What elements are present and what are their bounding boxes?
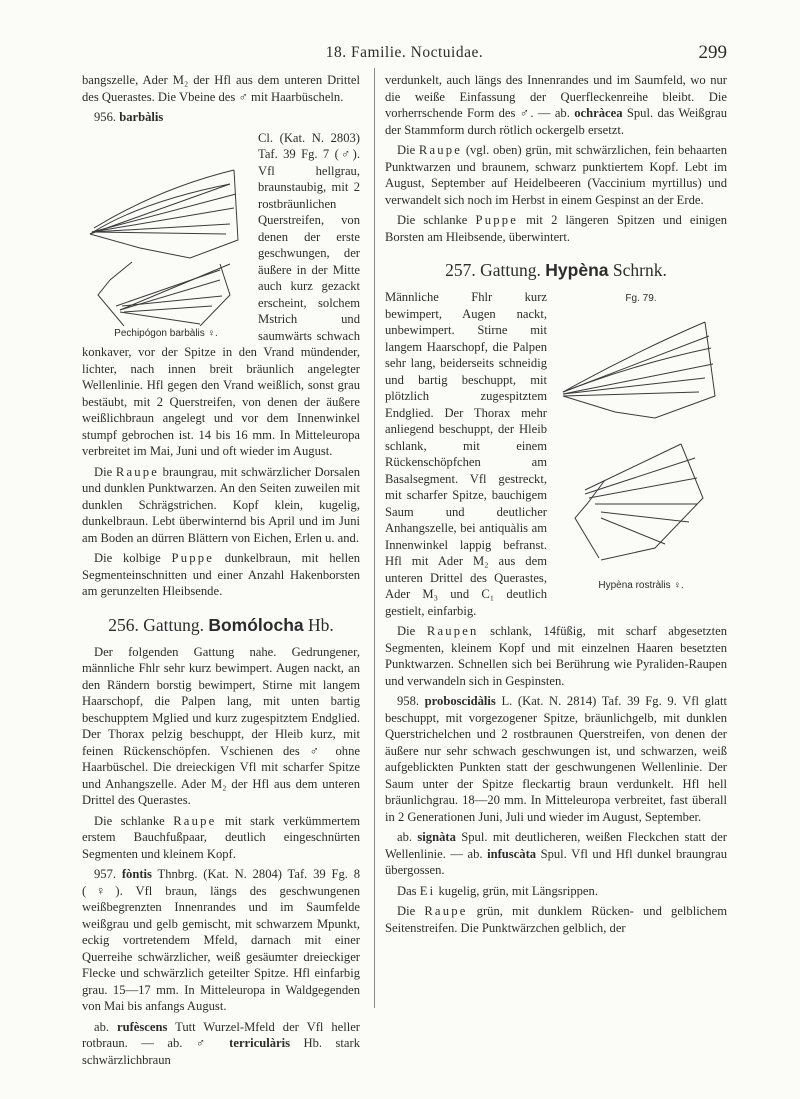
figure-79 <box>555 291 727 594</box>
genus-description: Der folgenden Gattung nahe. Gedrungener, männliche Fhlr sehr kurz bewimpert. Augen nackt, an den Rändern borstig bewimpert, Stirne mit langem Haarschopf, die Palpen lang, mit unten bartig beschupptem Mglied und kurz zugespitztem Endglied. Der Thorax pelzig beschuppt, der Hleib kurz, mit feinen Rückenschöpfen. Vschienen des ♂ ohne Haarbüschel. Die dreieckigen Vfl mit scharfer Spitze und Anhangszelle. Ader M₂ der Hfl aus dem unteren Drittel des Querastes. <box>82 644 360 807</box>
paragraph-continuation: verdunkelt, auch längs des Innenrandes und im Saumfeld, wo nur die weiße Einfassung der Querfleckenreihe bleibt. Die vorherrschende Form des ♂. — ab. ochràcea Spul. das Weißgrau der Stammform durch rötlich ockergelb ersetzt. <box>385 73 727 137</box>
species-name: barbàlis <box>119 110 164 124</box>
left-column <box>82 72 360 1072</box>
moth-wing-diagram <box>555 308 727 578</box>
raupe-256: Die schlanke Raupe mit stark verkümmertem erstem Bauchfußpaar, deutlich eingeschnürten Segmenten und kleinem Kopf. <box>82 813 360 861</box>
genus-heading-257: 257. Gattung. Hypèna Schrnk. <box>445 260 667 280</box>
paragraph-continuation: bangszelle, Ader M₂ der Hfl aus dem unteren Drittel des Querastes. Die Vbeine des ♂ mit Haarbüscheln. <box>82 73 360 104</box>
puppe-paragraph: Die kolbige Puppe dunkelbraun, mit hellen Segmenteinschnitten und einer Anzahl Hakenborsten am gerunzelten Hleibsende. <box>82 551 360 598</box>
entry-956 <box>82 109 360 126</box>
raupe-paragraph: Die Raupe (vgl. oben) grün, mit schwärzlichen, fein behaarten Punktwarzen und braunem, schwarz punktiertem Kopf. Lebt im August, September auf Heidelbeeren (Vaccinium myrtillus) und verwandelt sich noch im Herbst in einem Gespinst an der Erde. <box>385 143 727 207</box>
column-divider <box>374 68 375 1008</box>
entry-957: 957. fòntis Thnbrg. (Kat. N. 2804) Taf. 39 Fg. 8 (♀). Vfl braun, längs des geschwungenen weißbegrenzten Innenrandes und im Saumfelde weißgrau und gelb gemischt, mit schwarzem Mpunkt, eckig vortretendem Mfeld, darnach mit einer Querreihe schwärzlicher, weiß gesäumter dreieckiger Flecke und schwärzlich geteilter Spitze. Hfl einfarbig grau. 15—17 mm. In Mitteleuropa in Waldgegenden von Mai bis anfangs August. <box>82 867 360 1013</box>
page-number: 299 <box>698 42 727 63</box>
figure-78 <box>80 130 252 343</box>
raupe-paragraph: Die Raupe braungrau, mit schwärzlicher Dorsalen und dunklen Punktwarzen. An den Seiten zuweilen mit dunklen Schrägstrichen. Kopf klein, kugelig, dunkelbraun. Lebt überwinternd bis April und im Juni am Boden an dürren Blättern von Eichen, Erlen u. and. <box>82 464 360 545</box>
figure-78-caption: Pechipógon barbàlis ♀. <box>114 327 218 339</box>
entry-number: 956. <box>94 110 117 124</box>
moth-wing-diagram <box>80 130 252 326</box>
genus-heading-256: 256. Gattung. Bomólocha Hb. <box>108 614 334 635</box>
entry-text: Cl. (Kat. N. 2803) Taf. 39 Fg. 7 (♂). Vfl hellgrau, braunstaubig, mit 2 rostbräunlichen Querstreifen, von denen der erste geschwungen, der äußere in der Mitte auch kurz gezackt erscheint, solchem Mstrich und saumwärts schwach konkaver, vor der Spitze in den Vrand mündender, lichter, nach innen breit bräunlich angelegter Wellenlinie. Hfl gegen den Vrand weißlich, sonst grau bestäubt, mit 2 Querstreifen, von denen der äußere weißlichbraun angelegt und vor dem Innenwinkel stumpf gebrochen ist. 14 bis 16 mm. In Mitteleuropa verbreitet im Mai, Juni und oft wieder im August. <box>82 130 360 458</box>
right-column: verdunkelt, auch längs des Innenrandes und im Saumfeld, wo nur die weiße Einfassung der Querfleckenreihe bleibt. Die vorherrschende Form des ♂. — ab. ochràcea Spul. das Weißgrau der Stammform durch rötlich ockergelb ersetzt. Die Raupe (vgl. oben) grün, mit schwärzlichen, fein behaarten Punktwarzen und braunem, schwarz punktiertem Kopf. Lebt im August, September auf Heidelbeeren (Vaccinium myrtillus) und verwandelt sich noch im Herbst in einem Gespinst an der Erde. Die schlanke Puppe mit 2 längeren Spitzen und einigen Borsten am Hleibsende, überwintert. 257. Gattung. Hypèna Schrnk. Fg. 79. Hypèna rostràlis ♀. Männliche Fhlr kurz bewimpert, Augen nackt, unbewimpert. Stirne mit langem Haarschopf, die Palpen sehr lang, beiderseits schneidig und bartig beschuppt, mit plötzlich zugespitztem Endglied. Der Thorax mehr anliegend beschuppt, der Hleib schlank, mit einem Rückenschöpfchen am Basalsegment. Vfl gestreckt, mit scharfer Spitze, bauchigem Saum und deutlicher Anhangszelle, bei antiquàlis am Innenwinkel lappig befranst. Hfl mit Ader M₂ aus dem unteren Drittel des Querastes, Ader M₃ und C₁ deutlich gestielt, einfarbig. Die Raupen schlank, 14füßig, mit scharf abgesetzten Segmenten, kleinem Kopf und mit einzelnen Haaren besetzten Punktwarzen. Schnellen sich bei Berührung wie Pyraliden-Raupen und verwandeln sich in Gespinsten. 958. proboscidàlis L. (Kat. N. 2814) Taf. 39 Fg. 9. Vfl glatt beschuppt, mit vorgezogener Spitze, bräunlichgelb, mit dunklen Querstrichelchen und 2 rostbraunen Querstreifen, von denen der äußere nur sehr schwach geschwungen ist, und schwarzen, weiß aufgeblickten Punkten statt der geschwungenen Wellenlinie. Der Saum unter der Spitze fleckartig braun verdunkelt. Hfl hell bräunlichgrau. 18—20 mm. In Mitteleuropa verbreitet, fast überall in 2 Generationen Juni, Juli und wieder im August, September. ab. signàta Spul. mit deutlicheren, weißen Fleckchen statt der Wellenlinie. — ab. infuscàta Spul. Vfl und Hfl dunkel braungrau übergossen. Das Ei kugelig, grün, mit Längsrippen. Die Raupe grün, mit dunklem Rücken- und gelblichem Seitenstreifen. Die Punktwärzchen gelblich, der <box>385 73 727 935</box>
raupe-257: Die Raupen schlank, 14füßig, mit scharf abgesetzten Segmenten, kleinem Kopf und mit einzelnen Haaren besetzten Punktwarzen. Schnellen sich bei Berührung wie Pyraliden-Raupen und verwandeln sich in Gespinsten. <box>385 624 727 688</box>
aberration-rufescens: ab. rufèscens Tutt Wurzel-Mfeld der Vfl heller rotbraun. — ab. ♂ terriculàris Hb. stark schwärzlichbraun <box>82 1019 360 1067</box>
running-title: 18. Familie. Noctuidae. <box>325 44 484 61</box>
aberration-signata: ab. signàta Spul. mit deutlicheren, weißen Fleckchen statt der Wellenlinie. — ab. infuscàta Spul. Vfl und Hfl dunkel braungrau übergossen. <box>385 830 727 877</box>
figure-79-label: Fg. 79. <box>625 293 657 304</box>
page-header <box>82 44 727 68</box>
ei-paragraph: Das Ei kugelig, grün, mit Längsrippen. <box>397 883 598 898</box>
figure-79-caption: Hypèna rostràlis ♀. <box>598 579 684 591</box>
raupe-last: Die Raupe grün, mit dunklem Rücken- und gelblichem Seitenstreifen. Die Punktwärzchen gelblich, der <box>385 904 727 935</box>
puppe-paragraph: Die schlanke Puppe mit 2 längeren Spitzen und einigen Borsten am Hleibsende, überwintert. <box>385 213 727 244</box>
entry-958: 958. proboscidàlis L. (Kat. N. 2814) Taf. 39 Fg. 9. Vfl glatt beschuppt, mit vorgezogener Spitze, bräunlichgelb, mit dunklen Querstrichelchen und 2 rostbraunen Querstreifen, von denen der äußere nur sehr schwach geschwungen ist, und schwarzen, weiß aufgeblickten Punkten statt der geschwungenen Wellenlinie. Der Saum unter der Spitze fleckartig braun verdunkelt. Hfl hell bräunlichgrau. 18—20 mm. In Mitteleuropa verbreitet, fast überall in 2 Generationen Juni, Juli und wieder im August, September. <box>385 694 727 824</box>
